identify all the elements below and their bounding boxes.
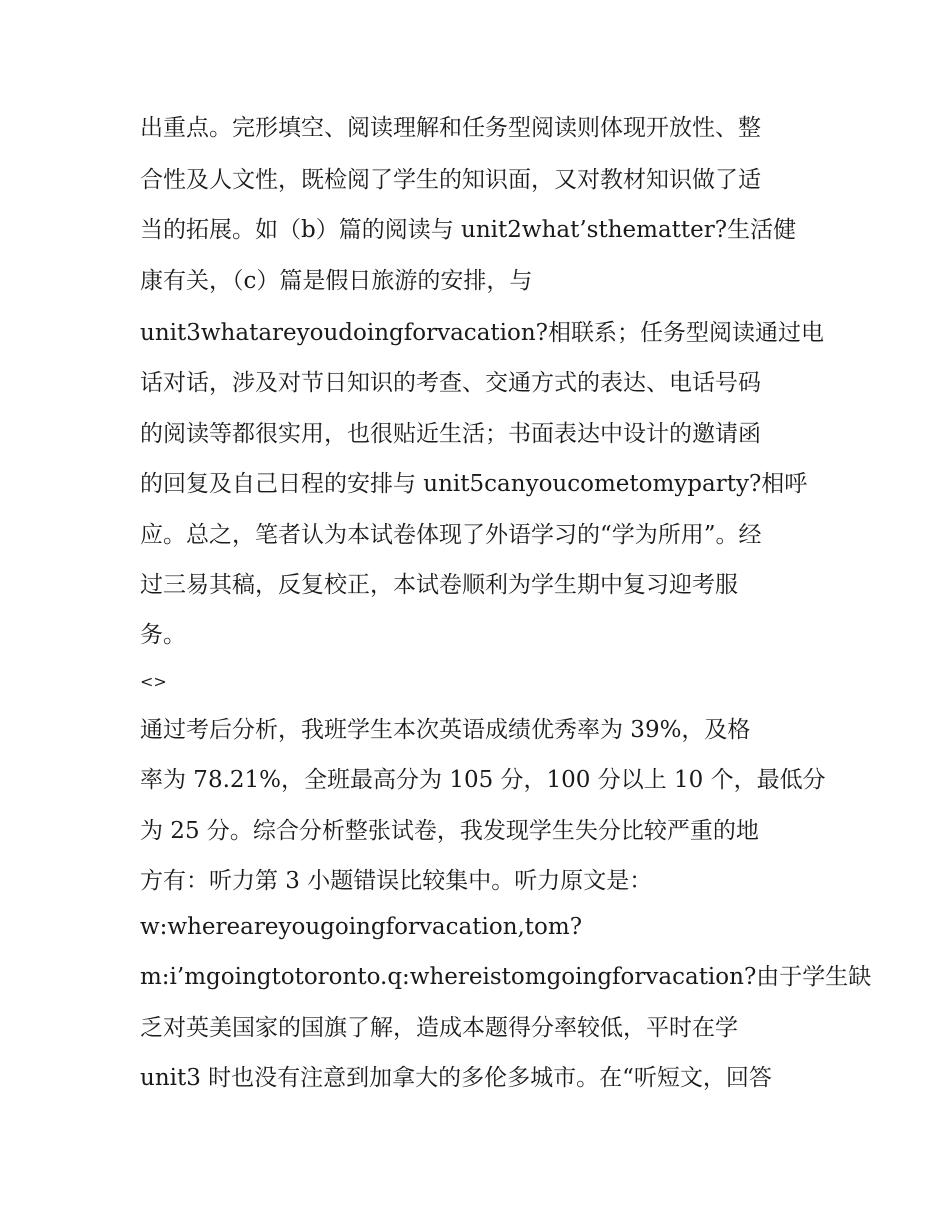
- paragraph-line: 务。: [140, 622, 186, 648]
- paragraph-line: 合性及人文性，既检阅了学生的知识面，又对教材知识做了适: [140, 167, 761, 193]
- paragraph-line: 率为 78.21%，全班最高分为 105 分，100 分以上 10 个，最低分: [140, 767, 826, 793]
- paragraph-line: m:i’mgoingtotoronto.q:whereistomgoingforvacation?由于学生缺: [140, 964, 872, 990]
- paragraph-line: 康有关，（c）篇是假日旅游的安排，与: [140, 268, 533, 294]
- paragraph-line: w:whereareyougoingforvacation,tom?: [140, 914, 583, 940]
- paragraph-line: unit3whatareyoudoingforvacation?相联系；任务型阅读通过电: [140, 320, 824, 346]
- paragraph-line: 应。总之，笔者认为本试卷体现了外语学习的“学为所用”。经: [140, 522, 762, 548]
- paragraph-line: 话对话，涉及对节日知识的考查、交通方式的表达、电话号码: [140, 370, 761, 396]
- section-separator: <>: [140, 672, 167, 691]
- paragraph-line: 当的拓展。如（b）篇的阅读与 unit2what’sthematter?生活健: [140, 217, 797, 243]
- paragraph-line: 的阅读等都很实用，也很贴近生活；书面表达中设计的邀请函: [140, 421, 761, 447]
- paragraph-line: unit3 时也没有注意到加拿大的多伦多城市。在“听短文，回答: [140, 1065, 772, 1091]
- paragraph-line: 乏对英美国家的国旗了解，造成本题得分率较低，平时在学: [140, 1015, 738, 1041]
- paragraph-line: 方有：听力第 3 小题错误比较集中。听力原文是：: [140, 868, 653, 894]
- paragraph-line: 通过考后分析，我班学生本次英语成绩优秀率为 39%，及格: [140, 717, 751, 743]
- paragraph-line: 的回复及自己日程的安排与 unit5canyoucometomyparty?相呼: [140, 471, 808, 497]
- paragraph-line: 为 25 分。综合分析整张试卷，我发现学生失分比较严重的地: [140, 818, 759, 844]
- paragraph-line: 过三易其稿，反复校正，本试卷顺利为学生期中复习迎考服: [140, 572, 738, 598]
- paragraph-line: 出重点。完形填空、阅读理解和任务型阅读则体现开放性、整: [140, 115, 761, 141]
